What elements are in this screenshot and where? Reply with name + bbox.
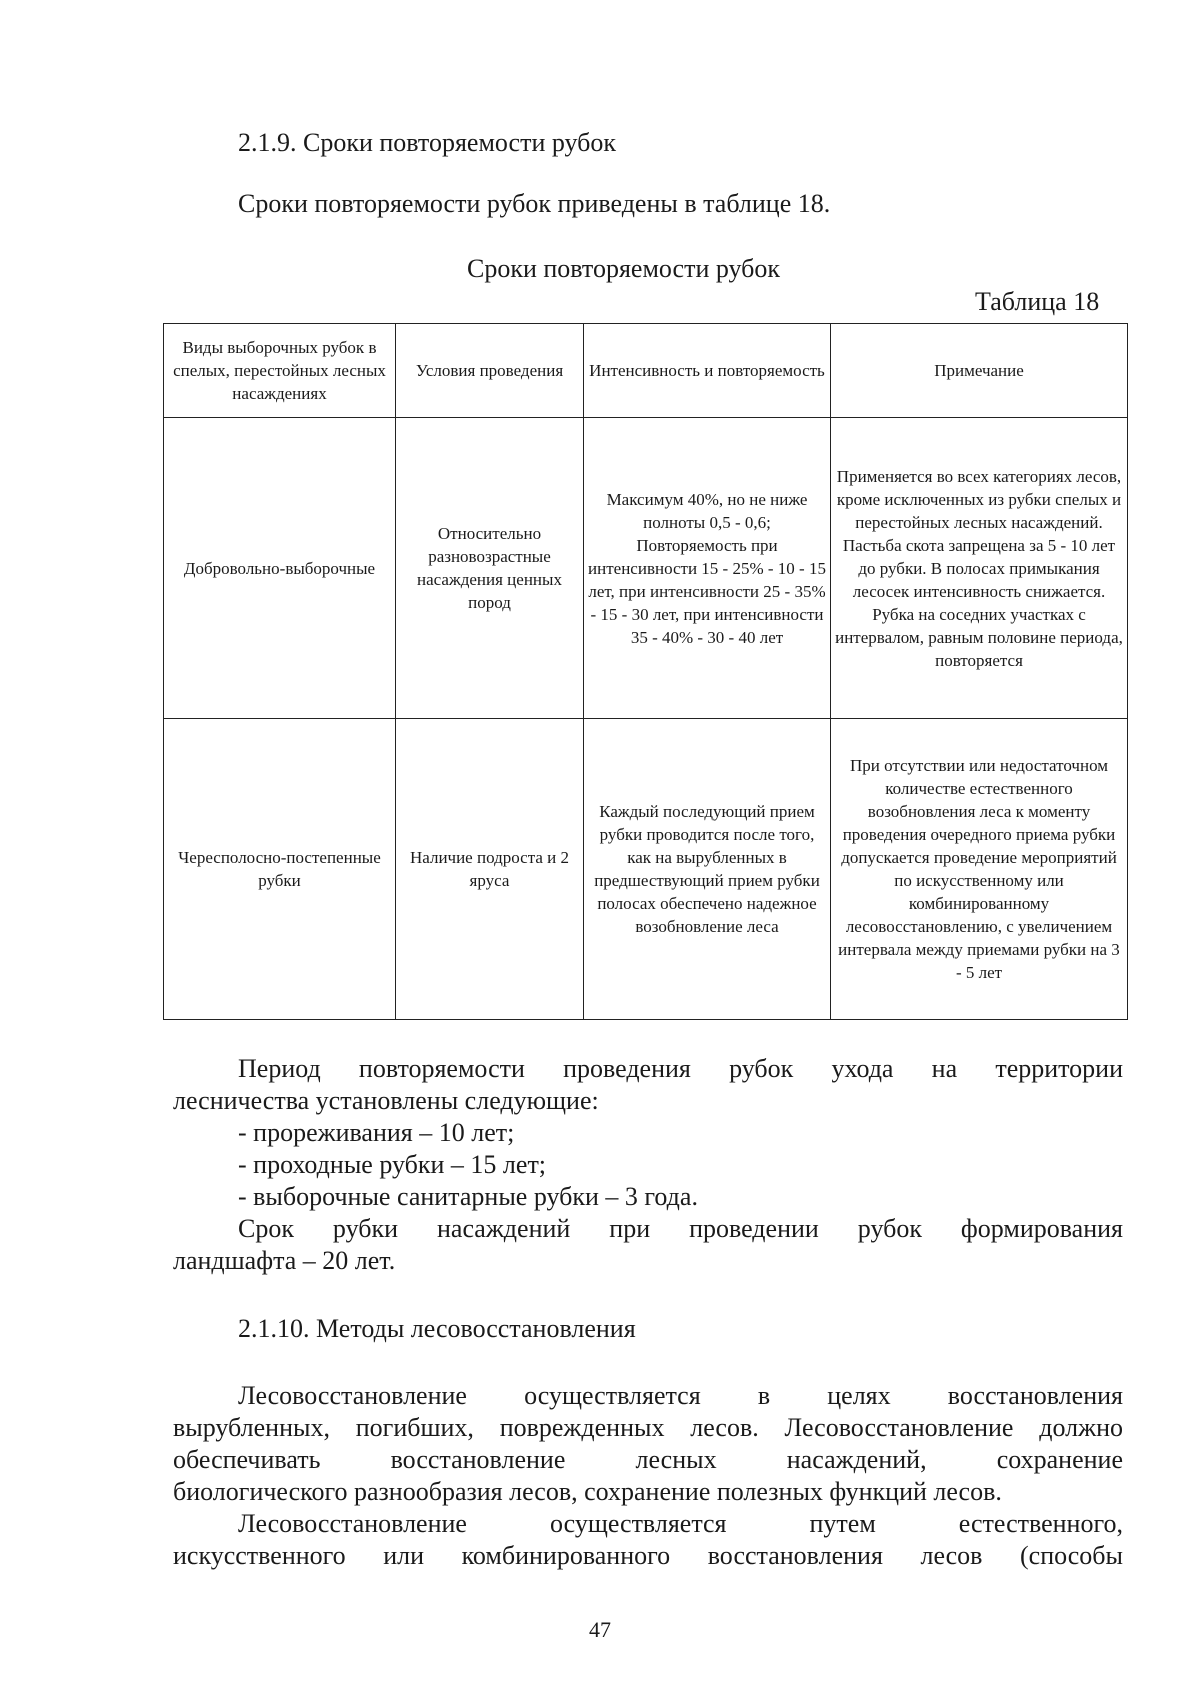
cell-intensity: Максимум 40%, но не ниже полноты 0,5 - 0,6; Повторяемость при интенсивности 15 - 25% - 10 - 15 лет, при интенсивности 25 - 35% - 15 - 30 лет, при интенсивности 35 - 40% - 30 - 40 лет	[584, 418, 831, 719]
list-item: - прореживания – 10 лет;	[238, 1118, 515, 1147]
cell-type: Добровольно-выборочные	[164, 418, 396, 719]
paragraph-line: ландшафта – 20 лет.	[173, 1246, 396, 1275]
paragraph-line: биологического разнообразия лесов, сохранение полезных функций лесов.	[173, 1477, 1002, 1506]
table-title: Сроки повторяемости рубок	[467, 254, 781, 283]
header-cell: Виды выборочных рубок в спелых, перестойных лесных насаждениях	[164, 324, 396, 418]
table-label: Таблица 18	[975, 287, 1100, 316]
cell-type: Чересполосно-постепенные рубки	[164, 719, 396, 1020]
section-heading-2-1-9: 2.1.9. Сроки повторяемости рубок	[238, 128, 617, 157]
paragraph-line: Период повторяемости проведения рубок ухода на территории	[238, 1054, 1123, 1083]
table-row	[164, 719, 1128, 1020]
cell-note: При отсутствии или недостаточном количестве естественного возобновления леса к моменту проведения очередного приема рубки допускается проведение мероприятий по искусственному или комбинированному лесовосстановлению, с увеличением интервала между приемами рубки на 3 - 5 лет	[831, 719, 1128, 1020]
cell-note: Применяется во всех категориях лесов, кроме исключенных из рубки спелых и перестойных лесных насаждений. Пастьба скота запрещена за 5 - 10 лет до рубки. В полосах примыкания лесосек интенсивность снижается. Рубка на соседних участках с интервалом, равным половине периода, повторяется	[831, 418, 1128, 719]
paragraph-line: Срок рубки насаждений при проведении рубок формирования	[238, 1214, 1123, 1243]
paragraph-line: вырубленных, погибших, поврежденных лесов. Лесовосстановление должно	[173, 1413, 1123, 1442]
table-header-row	[164, 324, 1128, 418]
table-18	[163, 323, 1127, 1020]
header-cell: Примечание	[831, 324, 1128, 418]
cell-intensity: Каждый последующий прием рубки проводится после того, как на вырубленных в предшествующий прием рубки полосах обеспечено надежное возобновление леса	[584, 719, 831, 1020]
paragraph-line: Лесовосстановление осуществляется в целях восстановления	[238, 1381, 1123, 1410]
section-heading-2-1-10: 2.1.10. Методы лесовосстановления	[238, 1314, 636, 1343]
header-cell: Условия проведения	[396, 324, 584, 418]
page-number: 47	[589, 1617, 611, 1642]
paragraph-line: Лесовосстановление осуществляется путем естественного,	[238, 1509, 1123, 1538]
paragraph-line: обеспечивать восстановление лесных насаждений, сохранение	[173, 1445, 1123, 1474]
paragraph-line: лесничества установлены следующие:	[173, 1086, 599, 1115]
section-intro: Сроки повторяемости рубок приведены в таблице 18.	[238, 189, 831, 218]
table-row	[164, 418, 1128, 719]
list-item: - проходные рубки – 15 лет;	[238, 1150, 547, 1179]
cell-conditions: Наличие подроста и 2 яруса	[396, 719, 584, 1020]
cell-conditions: Относительно разновозрастные насаждения ценных пород	[396, 418, 584, 719]
paragraph-line: искусственного или комбинированного восстановления лесов (способы	[173, 1541, 1123, 1570]
list-item: - выборочные санитарные рубки – 3 года.	[238, 1182, 698, 1211]
header-cell: Интенсивность и повторяемость	[584, 324, 831, 418]
